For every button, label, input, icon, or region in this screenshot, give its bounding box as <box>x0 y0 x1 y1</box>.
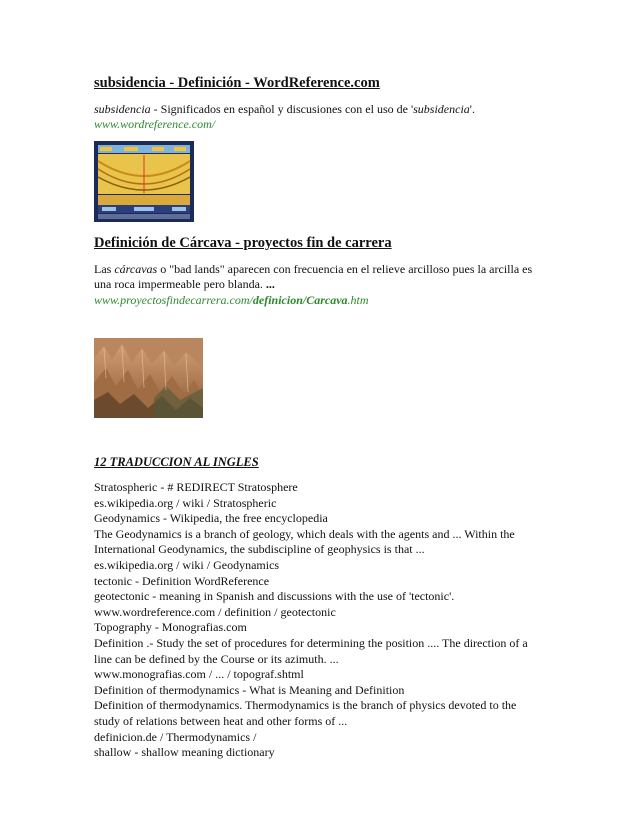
badlands-landscape-thumbnail <box>94 338 203 418</box>
snippet-term: subsidencia <box>413 102 470 116</box>
section-heading: 12 TRADUCCION AL INGLES <box>94 455 259 469</box>
result-title-subsidencia[interactable]: subsidencia - Definición - WordReference.com <box>94 75 380 91</box>
list-item: Topography - Monografias.com <box>94 620 247 635</box>
list-item: shallow - shallow meaning dictionary <box>94 745 275 760</box>
snippet-text: o "bad lands" aparecen con frecuencia en el relieve arcilloso pues la arcilla es una roca impermeable pero blanda. <box>94 262 533 291</box>
list-item: Geodynamics - Wikipedia, the free encyclopedia <box>94 511 328 526</box>
list-item: es.wikipedia.org / wiki / Geodynamics <box>94 557 280 572</box>
list-item: www.monografias.com / ... / topograf.shtml <box>94 667 304 682</box>
result-snippet <box>94 102 544 117</box>
snippet-term: subsidencia <box>94 102 151 116</box>
list-item: Definition .- Study the set of procedures for determining the position .... The direction of a line can be defined by the Course or its azimuth. ... <box>94 635 528 666</box>
list-item: Stratospheric - # REDIRECT Stratosphere <box>94 480 298 494</box>
list-item: Definition of thermodynamics - What is Meaning and Definition <box>94 682 405 697</box>
snippet-text: '. <box>469 102 475 116</box>
list-item: tectonic - Definition WordReference <box>94 573 270 588</box>
result-snippet <box>94 262 544 292</box>
result-title-carcava[interactable]: Definición de Cárcava - proyectos fin de carrera <box>94 235 392 251</box>
snippet-text: Las <box>94 262 115 276</box>
translation-list <box>94 480 544 761</box>
list-item: www.wordreference.com / definition / geotectonic <box>94 604 336 619</box>
snippet-ellipsis: ... <box>265 277 275 291</box>
list-item: geotectonic - meaning in Spanish and discussions with the use of 'tectonic'. <box>94 589 455 604</box>
list-item: definicion.de / Thermodynamics / <box>94 729 257 744</box>
list-item: Definition of thermodynamics. Thermodynamics is the branch of physics devoted to the study of relations between heat and other forms of ... <box>94 698 517 728</box>
list-item: es.wikipedia.org / wiki / Stratospheric <box>94 495 277 510</box>
list-item: The Geodynamics is a branch of geology, which deals with the agents and ... Within the International Geodynamics, the subdiscipline of geophysics is that ... <box>94 526 515 557</box>
result-url[interactable]: www.proyectosfindecarrera.com/definicion/Carcava.htm <box>94 293 369 307</box>
result-url[interactable]: www.wordreference.com/ <box>94 117 216 131</box>
snippet-term: cárcavas <box>114 262 158 276</box>
snippet-text: - Significados en español y discusiones con el uso de ' <box>150 102 414 116</box>
stratigraphy-diagram-thumbnail <box>94 141 194 222</box>
